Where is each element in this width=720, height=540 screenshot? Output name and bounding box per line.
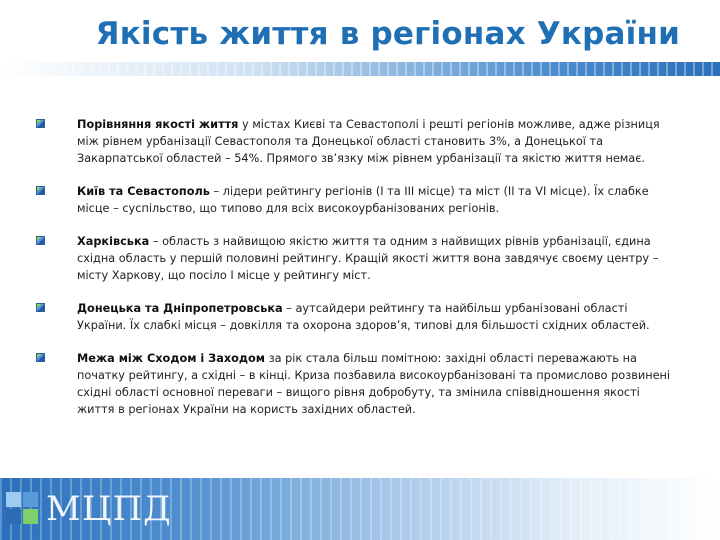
bullet-item bbox=[36, 183, 680, 217]
bullet-square-icon bbox=[36, 303, 45, 312]
bullet-item bbox=[36, 300, 680, 334]
logo-text: МЦПД bbox=[46, 489, 172, 529]
bullet-text: – аутсайдери рейтингу та найбільш урбанізовані області України. Їх слабкі місця – довкілля та охорона здоров’я, типові для більшості східних областей. bbox=[77, 302, 650, 332]
bullet-lead: Київ та Севастополь bbox=[77, 185, 210, 198]
title-decor-band bbox=[0, 62, 720, 76]
bullet-lead: Порівняння якості життя bbox=[77, 118, 239, 131]
bullet-square-icon bbox=[36, 353, 45, 362]
bullet-square-icon bbox=[36, 236, 45, 245]
bullet-lead: Межа між Сходом і Заходом bbox=[77, 352, 265, 365]
bullet-lead: Донецька та Дніпропетровська bbox=[77, 302, 283, 315]
bullet-square-icon bbox=[36, 119, 45, 128]
bullet-item bbox=[36, 233, 680, 284]
mcpd-logo bbox=[6, 488, 172, 530]
bullet-text: – область з найвищою якістю життя та одним з найвищих рівнів урбанізації, єдина східна область у першій половині рейтингу. Кращій якості життя вона завдячує своєму центру – місту Харкову, що посіло І місце у рейтингу міст. bbox=[77, 235, 659, 282]
footer-band bbox=[0, 478, 720, 540]
bullet-text: у містах Києві та Севастополі і решті регіонів можливе, адже різниця між рівнем урбанізації Севастополя та Донецької області становить 3%, а Донецької та Закарпатської областей – 54%. Прямого зв’язку між рівнем урбанізації та якістю життя немає. bbox=[77, 118, 660, 165]
bullet-text: за рік стала більш помітною: західні області переважають на початку рейтингу, а східні – в кінці. Криза позбавила високоурбанізовані та промислово розвинені східні області основної переваги – вищого рівня добробуту, та змінила співвідношення якості життя в регіонах України на користь західних областей. bbox=[77, 352, 671, 416]
bullet-square-icon bbox=[36, 186, 45, 195]
bullet-lead: Харківська bbox=[77, 235, 150, 248]
bullet-item bbox=[36, 116, 680, 167]
bullet-list bbox=[36, 116, 680, 434]
bullet-text: – лідери рейтингу регіонів (І та ІІІ місце) та міст (ІІ та VI місце). Їх слабке місце – суспільство, що типово для всіх високоурбанізованих регіонів. bbox=[77, 185, 649, 215]
slide-title: Якість життя в регіонах України bbox=[95, 16, 680, 52]
bullet-item bbox=[36, 350, 680, 418]
logo-mark-icon bbox=[6, 492, 40, 526]
